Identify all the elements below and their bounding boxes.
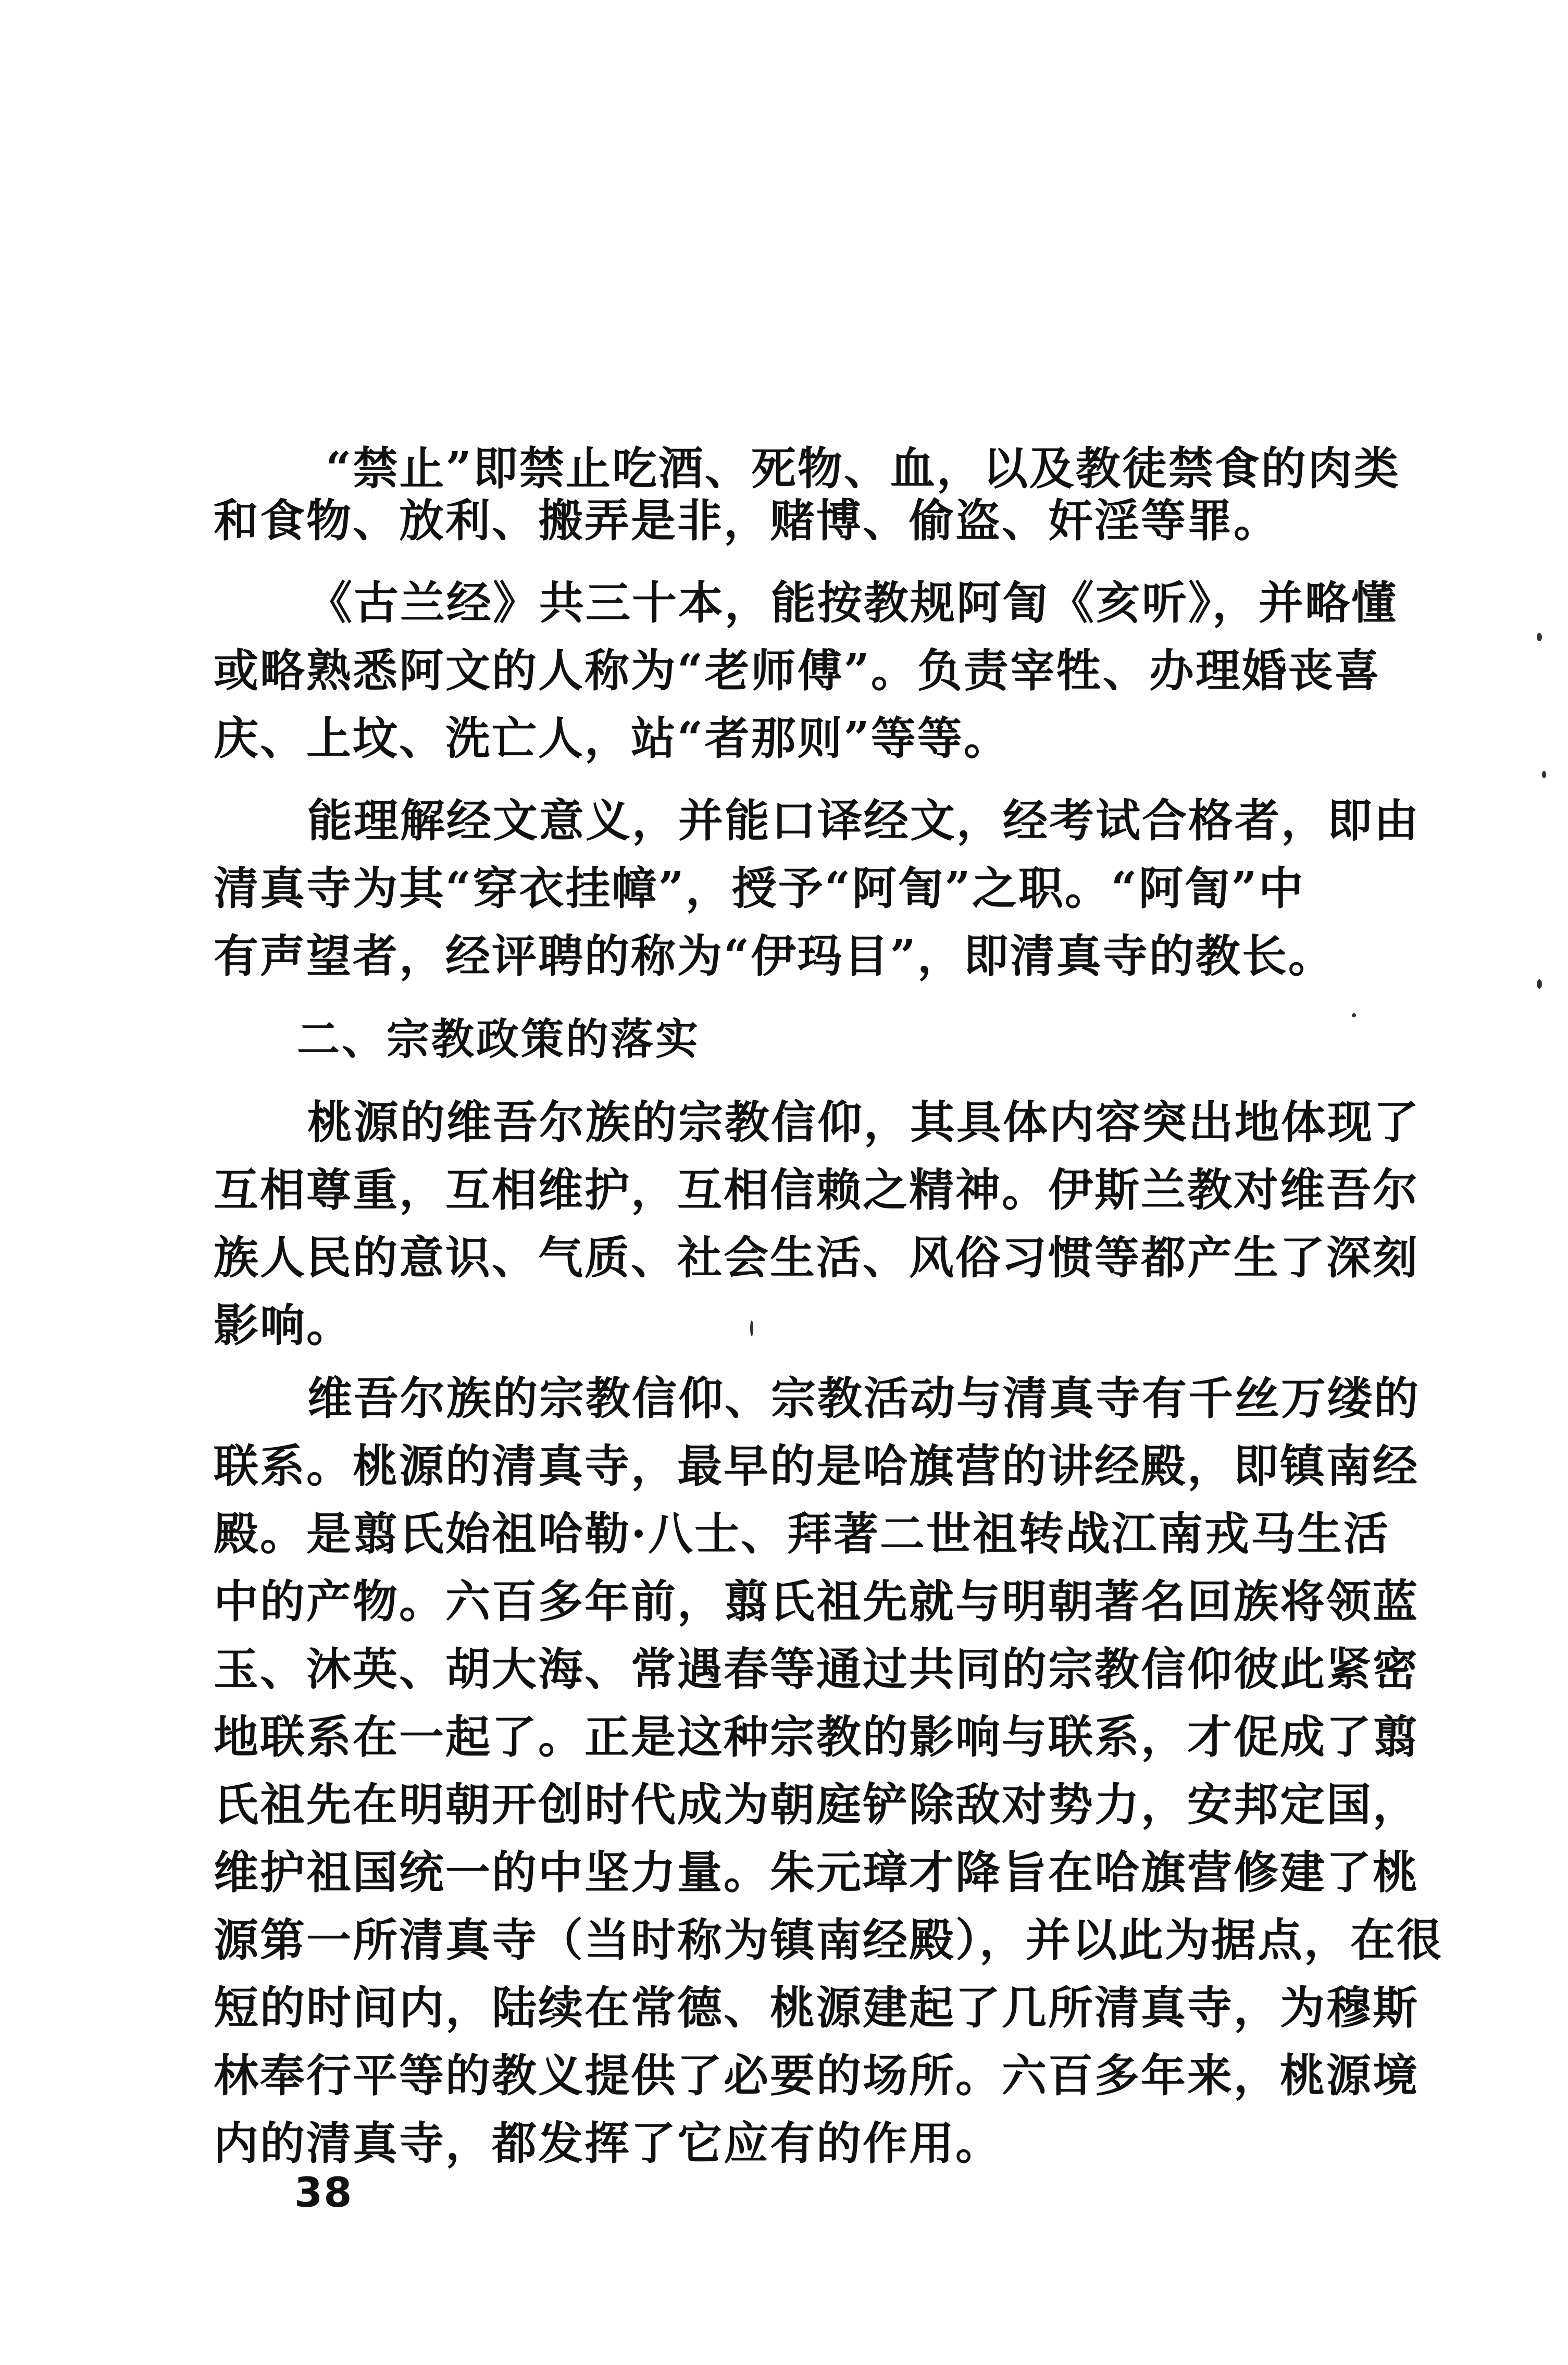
text-line: 庆、上坟、洗亡人，站“者那则”等等。 <box>214 712 1010 765</box>
text-line: 地联系在一起了。正是这种宗教的影响与联系，才促成了翦 <box>214 1711 1419 1763</box>
text-line: 联系。桃源的清真寺，最早的是哈旗营的讲经殿，即镇南经 <box>214 1440 1419 1492</box>
scan-speck <box>1537 979 1542 989</box>
text-line: 互相尊重，互相维护，互相信赖之精神。伊斯兰教对维吾尔 <box>214 1164 1419 1216</box>
text-line: 殿。是翦氏始祖哈勒·八士、拜著二世祖转战江南戎马生活 <box>214 1508 1390 1560</box>
text-line: 《古兰经》共三十本，能按教规阿訇《亥听》，并略懂 <box>307 577 1398 629</box>
text-line: 清真寺为其“穿衣挂幛”，授予“阿訇”之职。“阿訇”中 <box>214 862 1305 915</box>
section-heading: 二、宗教政策的落实 <box>297 1014 701 1064</box>
text-line: 能理解经文意义，并能口译经文，经考试合格者，即由 <box>307 794 1420 847</box>
text-line: 维护祖国统一的中坚力量。朱元璋才降旨在哈旗营修建了桃 <box>214 1846 1419 1899</box>
text-line: 内的清真寺，都发挥了它应有的作用。 <box>214 2117 1002 2170</box>
scan-speck <box>1542 771 1546 778</box>
scan-speck <box>1537 633 1542 641</box>
text-line: 或略熟悉阿文的人称为“老师傅”。负责宰牲、办理婚丧喜 <box>214 644 1381 697</box>
lower-text-block <box>214 1096 1443 2170</box>
text-line: 桃源的维吾尔族的宗教信仰，其具体内容突出地体现了 <box>307 1096 1420 1149</box>
text-line: 族人民的意识、气质、社会生活、风俗习惯等都产生了深刻 <box>214 1231 1419 1284</box>
text-line: 中的产物。六百多年前，翦氏祖先就与明朝著名回族将领蓝 <box>214 1575 1419 1628</box>
scan-speck <box>1352 1013 1356 1017</box>
text-line: 短的时间内，陆续在常德、桃源建起了几所清真寺，为穆斯 <box>214 1982 1419 2034</box>
text-line: 影响。 <box>214 1299 353 1352</box>
text-line: 和食物、放利、搬弄是非，赌博、偷盗、奸淫等罪。 <box>214 494 1280 547</box>
text-line: 林奉行平等的教义提供了必要的场所。六百多年来，桃源境 <box>214 2049 1419 2102</box>
upper-text-block <box>214 442 1420 982</box>
page-number: 38 <box>294 2170 353 2217</box>
text-line: 维吾尔族的宗教信仰、宗教活动与清真寺有千丝万缕的 <box>307 1372 1420 1425</box>
text-line: 有声望者，经评聘的称为“伊玛目”，即清真寺的教长。 <box>214 930 1335 982</box>
text-line: “禁止”即禁止吃酒、死物、血，以及教徒禁食的肉类 <box>326 442 1400 495</box>
text-line: 源第一所清真寺（当时称为镇南经殿），并以此为据点，在很 <box>214 1914 1443 1966</box>
scan-speck <box>750 1321 753 1336</box>
text-line: 玉、沐英、胡大海、常遇春等通过共同的宗教信仰彼此紧密 <box>214 1643 1419 1696</box>
text-line: 氏祖先在明朝开创时代成为朝庭铲除敌对势力，安邦定国， <box>214 1778 1419 1831</box>
